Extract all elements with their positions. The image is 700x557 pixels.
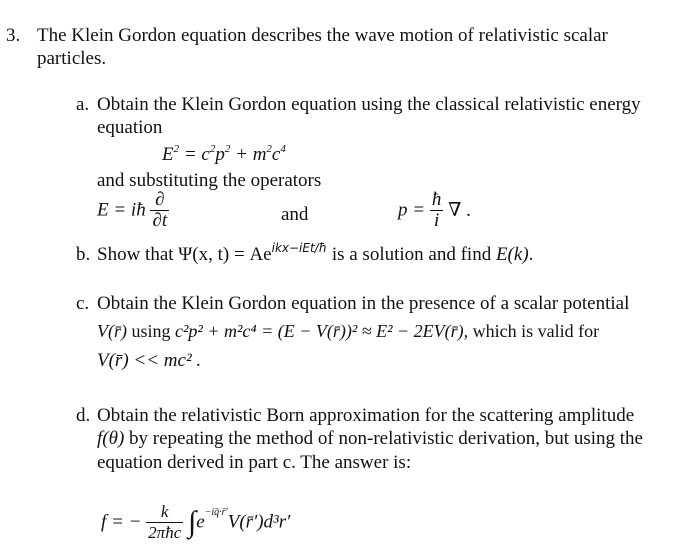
problem-intro-line1: The Klein Gordon equation describes the wave motion of relativistic scalar — [37, 25, 608, 46]
momentum-operator: p = $\frac{ħ}{i}$ ∇̄ . — [398, 189, 471, 231]
and-word: and — [281, 204, 309, 225]
born-formula: f = − $\frac{k}{\text{2πħc}}$ $\int e^{-iq̄\cdot r̄'}V(r̄')d^3r'$ — [101, 502, 291, 542]
part-c-line1: Obtain the Klein Gordon equation in the presence of a scalar potential — [97, 293, 630, 314]
energy-equation: $E^2 = c^2p^2 + m^2c^4$ — [162, 143, 286, 165]
part-d-line2: f(θ) by repeating the method of non-relativistic derivation, but using the — [97, 428, 643, 449]
part-a-line2: equation — [97, 117, 163, 138]
part-b-text: Show that Ψ(x, $t) = Ae^{ikx-iEt/ħ}$ is a solution and find E(k). — [97, 241, 534, 265]
part-d-line3: equation derived in part c. The answer is: — [97, 452, 412, 473]
part-d-label: d. — [76, 405, 91, 426]
part-c-label: c. — [76, 293, 90, 314]
part-a-line1: Obtain the Klein Gordon equation using the classical relativistic energy — [97, 94, 641, 115]
part-c-line3: V(r̄) << mc² . — [97, 350, 202, 371]
problem-number: 3. — [6, 25, 21, 46]
integral-sign: ∫ — [187, 505, 197, 539]
part-b-label: b. — [76, 244, 91, 265]
part-d-line1: Obtain the relativistic Born approximation for the scattering amplitude — [97, 405, 635, 426]
part-a-substituting: and substituting the operators — [97, 170, 322, 191]
part-c-line2: V(r̄) using c²p² + m²c⁴ = (E − V(r̄))² ≈ E² − 2EV(r̄), which is valid for — [97, 321, 600, 341]
problem-intro-line2: particles. — [37, 48, 107, 69]
part-a-label: a. — [76, 94, 90, 115]
energy-operator: E = iħ $\frac{\partial}{\partial t}$ — [97, 189, 168, 231]
